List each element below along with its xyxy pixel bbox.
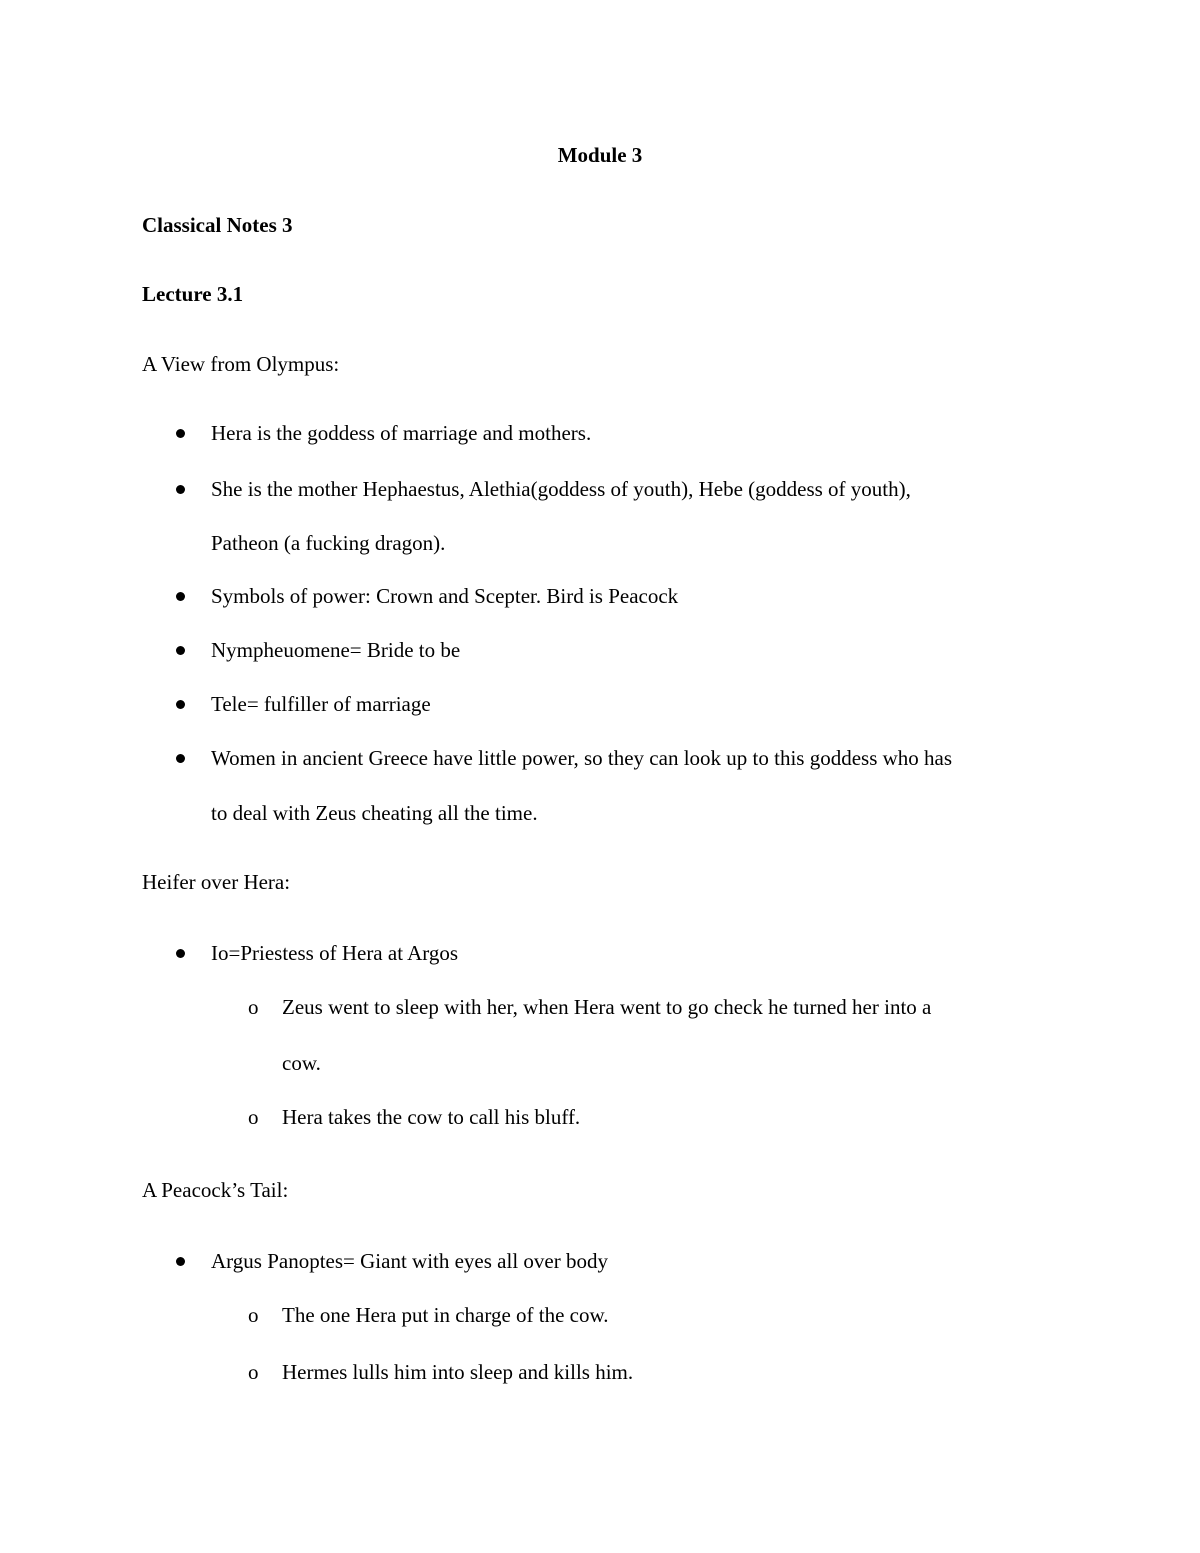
bullet-dot-icon xyxy=(176,1257,185,1266)
sub-list-item: Hera takes the cow to call his bluff. xyxy=(282,1105,581,1129)
lecture-title: Lecture 3.1 xyxy=(142,282,244,306)
bullet-dot-icon xyxy=(176,485,185,494)
bullet-dot-icon xyxy=(176,429,185,438)
list-item: Io=Priestess of Hera at Argos xyxy=(211,941,459,965)
bullet-dot-icon xyxy=(176,949,185,958)
bullet-dot-icon xyxy=(176,646,185,655)
list-item-continuation: Patheon (a fucking dragon). xyxy=(211,531,446,555)
sub-bullet-circle-icon: o xyxy=(248,1360,259,1384)
list-item: Women in ancient Greece have little power, so they can look up to this goddess who has xyxy=(211,746,953,770)
list-item: Symbols of power: Crown and Scepter. Bird is Peacock xyxy=(211,584,679,608)
list-item: Hera is the goddess of marriage and mothers. xyxy=(211,421,592,445)
notes-title: Classical Notes 3 xyxy=(142,213,293,237)
list-item: Tele= fulfiller of marriage xyxy=(211,692,431,716)
sub-bullet-circle-icon: o xyxy=(248,1303,259,1327)
sub-bullet-circle-icon: o xyxy=(248,1105,259,1129)
sub-bullet-circle-icon: o xyxy=(248,995,259,1019)
sub-list-item: Hermes lulls him into sleep and kills him. xyxy=(282,1360,634,1384)
list-item-continuation: to deal with Zeus cheating all the time. xyxy=(211,801,538,825)
section-heading: Heifer over Hera: xyxy=(142,870,291,894)
list-item: Nympheuomene= Bride to be xyxy=(211,638,461,662)
document-title: Module 3 xyxy=(557,143,643,167)
bullet-dot-icon xyxy=(176,700,185,709)
sub-list-item-continuation: cow. xyxy=(282,1051,321,1075)
sub-list-item: The one Hera put in charge of the cow. xyxy=(282,1303,609,1327)
bullet-dot-icon xyxy=(176,592,185,601)
bullet-dot-icon xyxy=(176,754,185,763)
list-item: She is the mother Hephaestus, Alethia(goddess of youth), Hebe (goddess of youth), xyxy=(211,477,911,501)
list-item: Argus Panoptes= Giant with eyes all over body xyxy=(211,1249,608,1273)
section-heading: A View from Olympus: xyxy=(142,352,340,376)
section-heading: A Peacock’s Tail: xyxy=(142,1178,289,1202)
sub-list-item: Zeus went to sleep with her, when Hera went to go check he turned her into a xyxy=(282,995,932,1019)
